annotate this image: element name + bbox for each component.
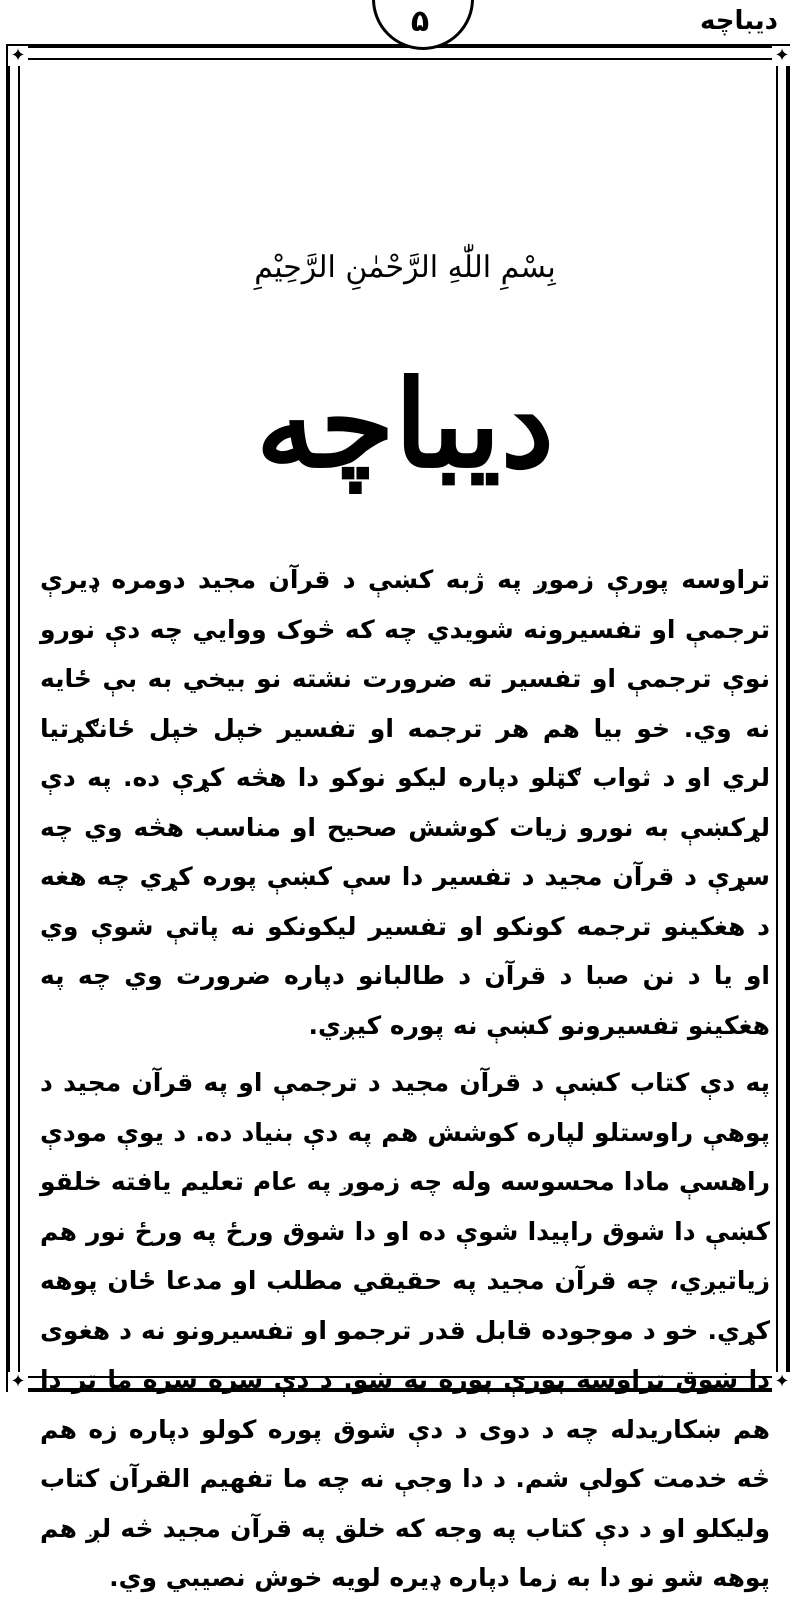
page-number: ۵ bbox=[410, 4, 430, 39]
bismillah: بِسْمِ اللّٰهِ الرَّحْمٰنِ الرَّحِيْمِ bbox=[254, 250, 556, 285]
corner-ornament-bottom-right: ✦ bbox=[772, 1372, 792, 1392]
document-body bbox=[40, 240, 770, 1603]
corner-ornament-top-right: ✦ bbox=[772, 46, 792, 66]
page-heading: دیباچه bbox=[255, 354, 555, 495]
paragraph-1: تراوسه پورې زموږ په ژبه کښې د قرآن مجيد دومره ډيرې ترجمې او تفسيرونه شويدي چه که څوک ووايي چه دې نورو نوې ترجمې او تفسير ته ضرورت نشته نو بيخي به بې ځايه نه وي. خو بيا هم هر ترجمه او تفسير خپل خپل ځانګړتيا لري او د ثواب ګټلو دپاره ليکو نوکو دا هڅه کړې ده. په دې لړکښې به نورو زيات کوشش صحيح او مناسب هڅه وي چه سړې د قرآن مجيد د تفسير دا سې کښې پوره کړي چه هغه د هغکينو ترجمه کونکو او تفسير ليکونکو نه پاتې شوې وي او يا د نن صبا د قرآن د طالبانو دپاره ضرورت وي چه په هغکينو تفسيرونو کښې نه پوره کيږي. bbox=[40, 565, 770, 1040]
running-header: دیباچه bbox=[700, 6, 778, 36]
corner-ornament-top-left: ✦ bbox=[8, 46, 28, 66]
paragraph-2: په دې کتاب کښې د قرآن مجيد د ترجمې او په قرآن مجيد د پوهې راوستلو لپاره کوشش هم په دې بنياد ده. د يوې مودې راهسې مادا محسوسه وله چه زموږ په عام تعليم يافته خلقو کښې دا شوق راپيدا شوې ده او دا شوق ورځ په ورځ نور هم زياتيږي، چه قرآن مجيد په حقيقي مطلب او مدعا ځان پوهه کړي. خو د موجوده قابل قدر ترجمو او تفسيرونو نه د هغوی دا شوق تراوسه پورې پوره نه شو. د دې سره سره ما تر دا هم ښکاريدله چه د دوی د دې شوق پوره کولو دپاره زه هم څه خدمت کولې شم. د دا وجې نه چه ما تفهيم القرآن کتاب وليکلو او د دې کتاب په وجه که خلق په قرآن مجيد څه لږ هم پوهه شو نو دا به زما دپاره ډيره لويه خوش نصيبي وي. bbox=[40, 1068, 770, 1592]
corner-ornament-bottom-left: ✦ bbox=[8, 1372, 28, 1392]
